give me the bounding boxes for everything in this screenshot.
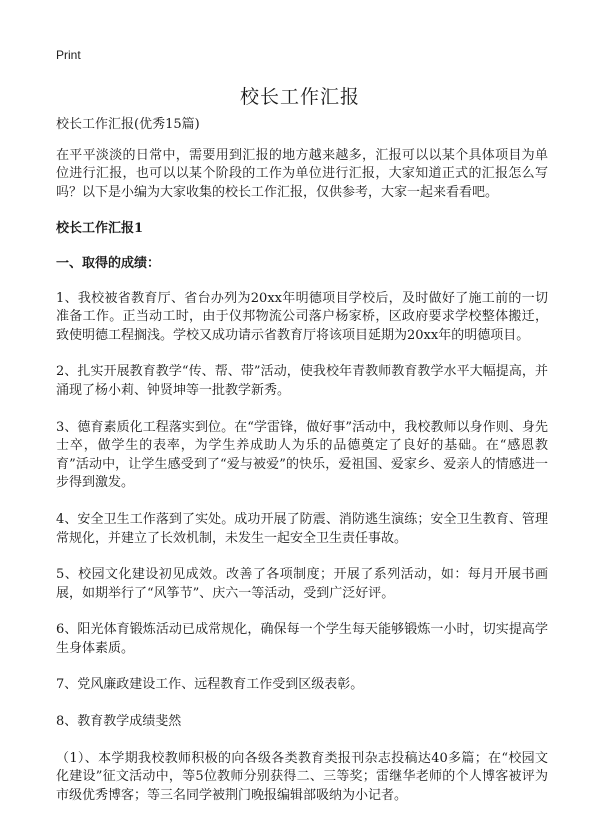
paragraph-item: 8、教育教学成绩斐然 bbox=[56, 714, 182, 730]
paragraph-item: 4、安全卫生工作落到了实处。成功开展了防震、消防逃生演练；安全卫生教育、管理常规化，并建立了长效机制，未发生一起安全卫生责任事故。 bbox=[56, 511, 548, 546]
document-subtitle: 校长工作汇报(优秀15篇) bbox=[56, 117, 200, 132]
paragraph-item: （1）、本学期我校教师积极的向各级各类教育类报刊杂志投稿达40多篇；在“校园文化建设”征文活动中，等5位教师分别获得二、三等奖；雷继华老师的个人博客被评为市级优秀博客；等三名同学被荆门晚报编辑部吸纳为小记者。 bbox=[56, 750, 548, 803]
subheading: 一、取得的成绩： bbox=[56, 255, 161, 271]
section-heading: 校长工作汇报1 bbox=[56, 221, 144, 237]
paragraph-item: 2、扎实开展教育教学“传、帮、带”活动，使我校年青教师教育教学水平大幅提高，并涌现了杨小莉、钟贤坤等一批教学新秀。 bbox=[56, 364, 548, 398]
intro-paragraph: 在平平淡淡的日常中，需要用到汇报的地方越来越多，汇报可以以某个具体项目为单位进行汇报，也可以以某个阶段的工作为单位进行汇报，大家知道正式的汇报怎么写吗？以下是小编为大家收集的校长工作汇报，仅供参考，大家一起来看看吧。 bbox=[56, 147, 548, 200]
paragraph-item: 3、德育素质化工程落实到位。在“学雷锋，做好事”活动中，我校教师以身作则、身先士卒，做学生的表率，为学生养成助人为乐的品德奠定了良好的基础。在“感恩教育”活动中，让学生感受到了“爱与被爱”的快乐，爱祖国、爱家乡、爱亲人的情感进一步得到激发。 bbox=[56, 419, 548, 491]
page-title: 校长工作汇报 bbox=[239, 86, 360, 108]
paragraph-item: 5、校园文化建设初见成效。改善了各项制度；开展了系列活动，如：每月开展书画展，如期举行了“风筝节”、庆六一等活动，受到广泛好评。 bbox=[56, 567, 548, 601]
document-body bbox=[56, 116, 548, 823]
print-label: Print bbox=[56, 48, 81, 62]
paragraph-item: 7、党风廉政建设工作、远程教育工作受到区级表彰。 bbox=[56, 677, 364, 693]
paragraph-item: 6、阳光体育锻炼活动已成常规化，确保每一个学生每天能够锻炼一小时，切实提高学生身体素质。 bbox=[56, 622, 548, 656]
paragraph-item: 1、我校被省教育厅、省台办列为20xx年明德项目学校后，及时做好了施工前的一切准备工作。正当动工时，由于仪邦物流公司落户杨家桥，区政府要求学校整体搬迁，致使明德工程搁浅。学校又成功请示省教育厅将该项目延期为20xx年的明德项目。 bbox=[56, 290, 548, 343]
